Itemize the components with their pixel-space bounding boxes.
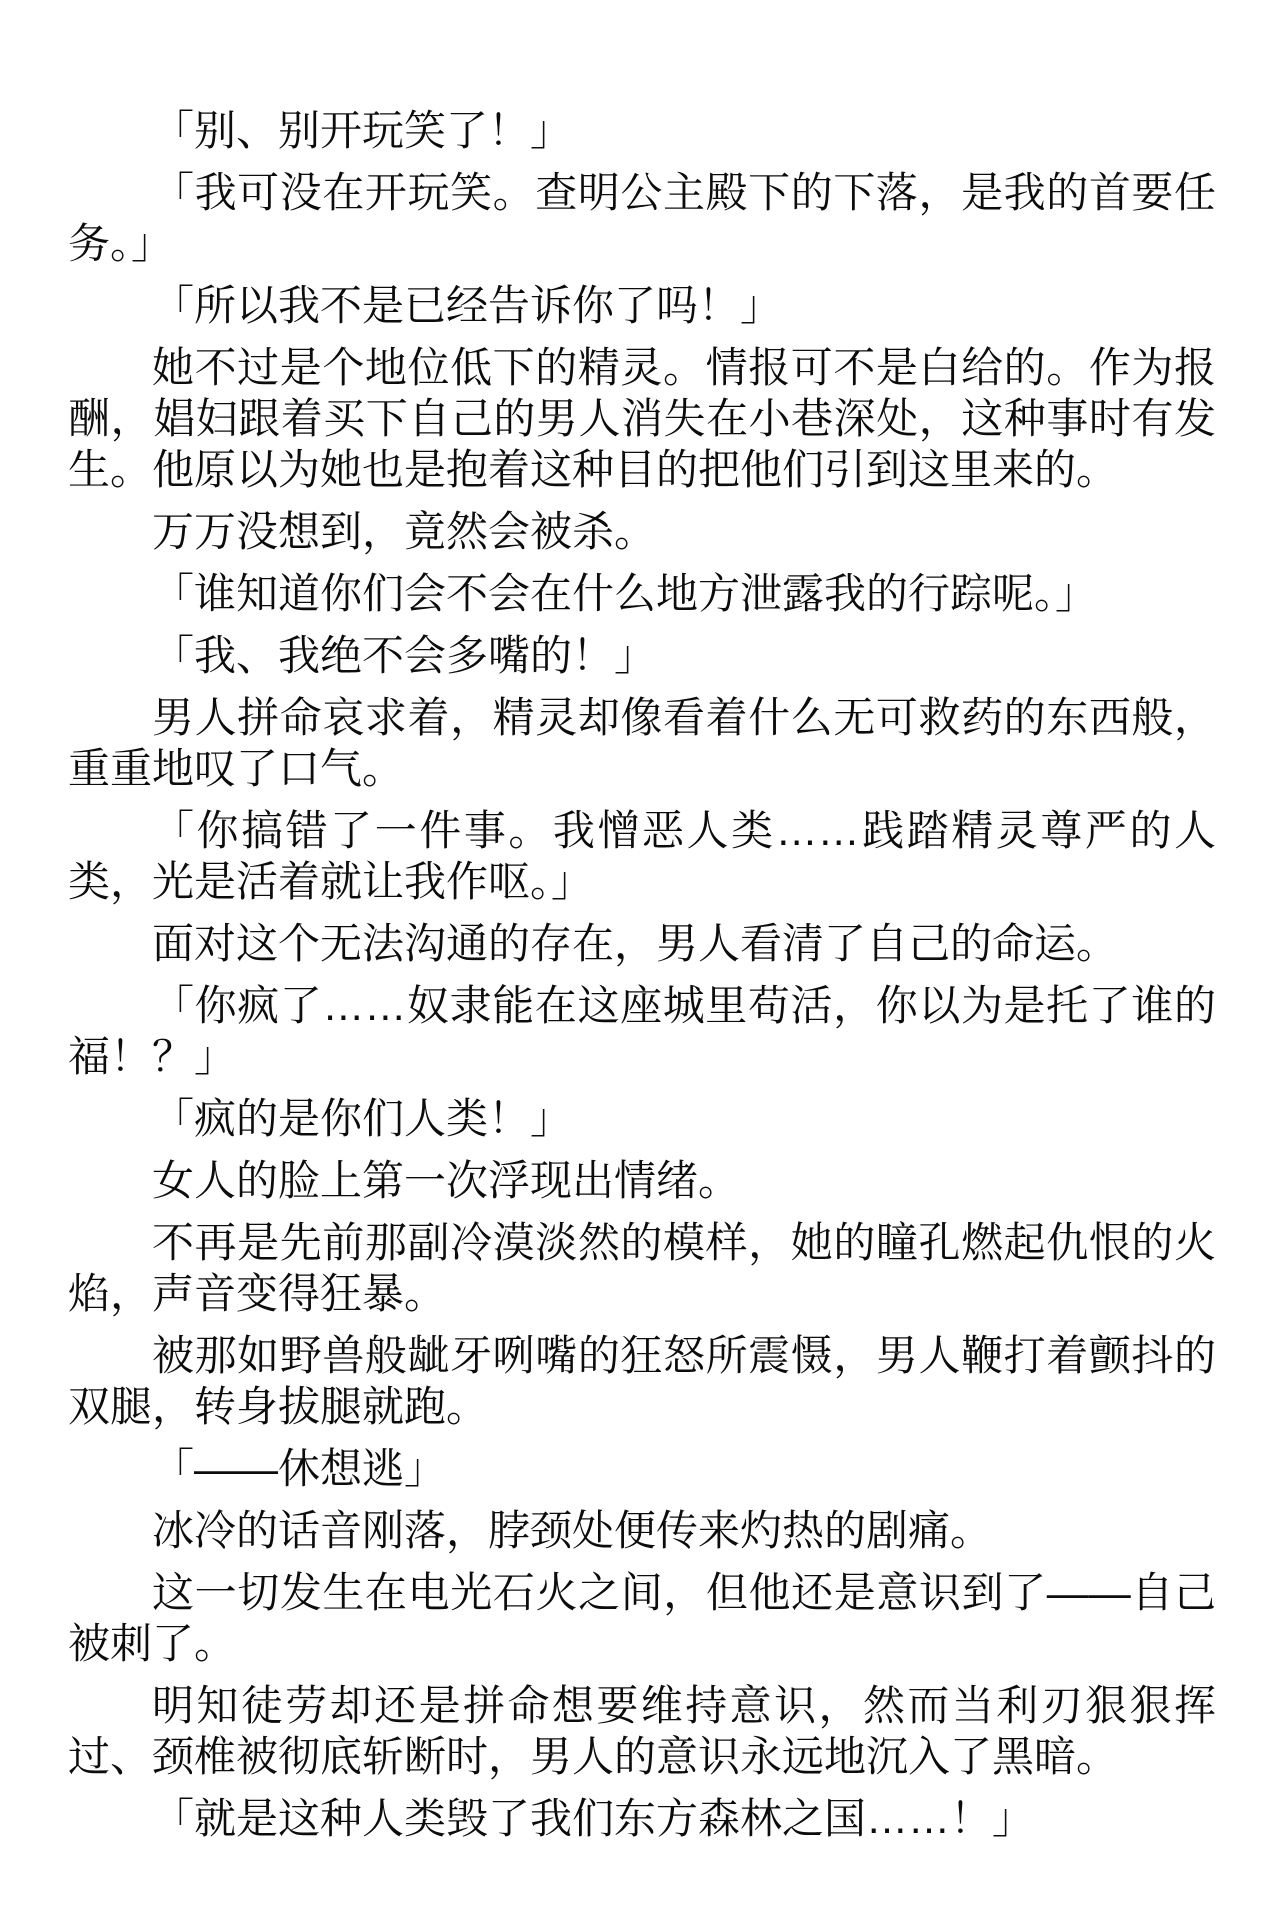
paragraph: 被那如野兽般龇牙咧嘴的狂怒所震慑，男人鞭打着颤抖的双腿，转身拔腿就跑。 [68, 1332, 1216, 1430]
paragraph: 不再是先前那副冷漠淡然的模样，她的瞳孔燃起仇恨的火焰，声音变得狂暴。 [68, 1219, 1216, 1317]
paragraph: 冰冷的话音刚落，脖颈处便传来灼热的剧痛。 [152, 1507, 993, 1554]
paragraph: 「我可没在开玩笑。查明公主殿下的下落，是我的首要任务。」 [68, 169, 1216, 267]
paragraph: 她不过是个地位低下的精灵。情报可不是白给的。作为报酬，娼妇跟着买下自己的男人消失在小巷深处，这种事时有发生。他原以为她也是抱着这种目的把他们引到这里来的。 [68, 344, 1216, 493]
paragraph: 面对这个无法沟通的存在，男人看清了自己的命运。 [152, 920, 1119, 967]
paragraph: 「你疯了……奴隶能在这座城里苟活，你以为是托了谁的福！？」 [68, 982, 1216, 1080]
paragraph: 「我、我绝不会多嘴的！」 [152, 632, 657, 679]
paragraph: 女人的脸上第一次浮现出情绪。 [152, 1157, 741, 1204]
paragraph: 「疯的是你们人类！」 [152, 1095, 573, 1142]
novel-text-column [68, 105, 1216, 1844]
paragraph: 「谁知道你们会不会在什么地方泄露我的行踪呢。」 [152, 570, 1098, 617]
paragraph: 「所以我不是已经告诉你了吗！」 [152, 282, 783, 329]
paragraph: 这一切发生在电光石火之间，但他还是意识到了——自己被刺了。 [68, 1569, 1216, 1667]
paragraph: 男人拼命哀求着，精灵却像看着什么无可救药的东西般，重重地叹了口气。 [68, 694, 1216, 792]
paragraph: 万万没想到，竟然会被杀。 [152, 508, 657, 555]
paragraph: 「就是这种人类毁了我们东方森林之国……！」 [152, 1795, 1035, 1842]
paragraph: 「你搞错了一件事。我憎恶人类……践踏精灵尊严的人类，光是活着就让我作呕。」 [68, 807, 1216, 905]
paragraph: 明知徒劳却还是拼命想要维持意识，然而当利刃狠狠挥过、颈椎被彻底斩断时，男人的意识永远地沉入了黑暗。 [68, 1682, 1216, 1780]
paragraph: 「——休想逃」 [152, 1445, 447, 1492]
paragraph: 「别、别开玩笑了！」 [152, 107, 573, 154]
